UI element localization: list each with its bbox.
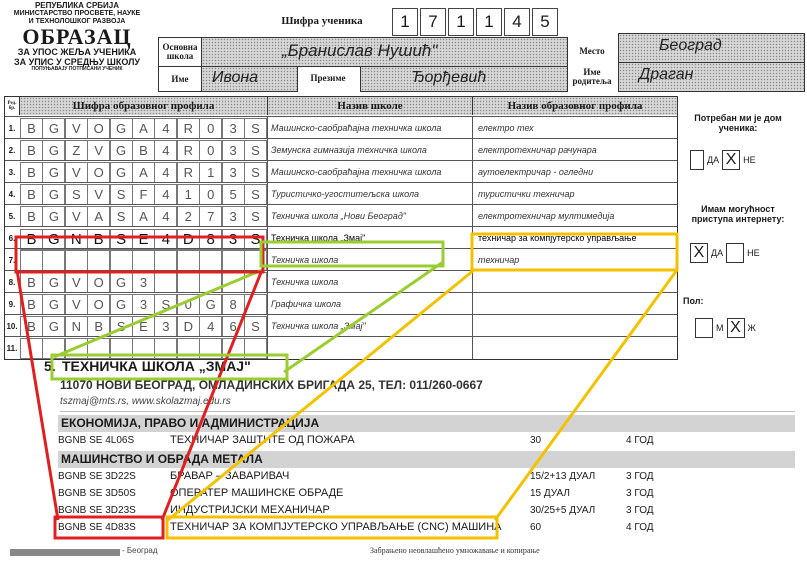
- green-highlight-school-name: [52, 355, 287, 379]
- code-cell[interactable]: 3: [222, 140, 245, 161]
- code-cell[interactable]: V: [87, 140, 110, 161]
- row-number: 2.: [8, 145, 16, 155]
- code-cell[interactable]: G: [110, 118, 133, 139]
- code-cell[interactable]: S: [110, 206, 133, 227]
- code-cell[interactable]: Z: [65, 140, 88, 161]
- code-cell[interactable]: S: [244, 118, 267, 139]
- yellow-connector-right: [495, 270, 677, 520]
- student-code-digit: 1: [392, 8, 418, 36]
- code-cell[interactable]: B: [20, 206, 43, 227]
- code-cell[interactable]: R: [177, 140, 200, 161]
- student-code-label: Шифра ученика: [281, 14, 363, 27]
- student-code-digit: 1: [448, 8, 474, 36]
- code-cell[interactable]: O: [87, 272, 110, 293]
- code-cell[interactable]: G: [42, 184, 65, 205]
- program-duration: 3 ГОД: [626, 488, 654, 499]
- code-cell[interactable]: S: [110, 229, 133, 250]
- program-duration: 4 ГОД: [626, 435, 654, 446]
- school-name-cell[interactable]: Графичка школа: [267, 293, 471, 315]
- col-code-header: Шифра образовног профила: [19, 97, 267, 115]
- dorm-yes-label: ДА: [707, 155, 720, 165]
- yellow-highlight-program-name: [167, 517, 497, 538]
- code-cell[interactable]: S: [244, 229, 267, 250]
- program-code: BGNB SE 3D50S: [58, 488, 136, 499]
- code-cell[interactable]: S: [244, 184, 267, 205]
- code-cell[interactable]: G: [110, 140, 133, 161]
- code-cell[interactable]: 4: [154, 184, 177, 205]
- code-cell[interactable]: B: [20, 272, 43, 293]
- primary-school-value: „Бранислав Нушић": [282, 41, 438, 60]
- dorm-no-checkbox[interactable]: X: [722, 150, 740, 170]
- code-cell[interactable]: G: [42, 162, 65, 183]
- school-name-cell[interactable]: Земунска гимназија техничка школа: [267, 139, 471, 161]
- school-name-cell[interactable]: Техничка школа „Змај": [267, 227, 471, 249]
- footer-left-text: - Београд: [122, 546, 158, 555]
- red-highlight-program-code: [55, 517, 163, 538]
- profile-name-cell[interactable]: електротехничар рачунара: [472, 139, 676, 161]
- parent-name-label: Име родитеља: [572, 67, 612, 86]
- surname-value: Ђорђевић: [411, 69, 487, 86]
- code-cell[interactable]: S: [244, 316, 267, 337]
- program-duration: 3 ГОД: [626, 505, 654, 516]
- code-cell[interactable]: 3: [154, 316, 177, 337]
- internet-yes-checkbox[interactable]: X: [690, 243, 708, 263]
- parent-name-value: Драган: [639, 66, 694, 83]
- code-cell[interactable]: S: [65, 184, 88, 205]
- student-code-digit: 5: [532, 8, 558, 36]
- student-code-digit: 1: [476, 8, 502, 36]
- school-name-cell[interactable]: Машинско-саобраћајна техничка школа: [267, 161, 471, 183]
- republic-label: РЕПУБЛИКА СРБИЈА: [34, 1, 120, 10]
- row-number: 9.: [8, 299, 16, 309]
- code-cell[interactable]: 1: [199, 162, 222, 183]
- program-count: 15 ДУАЛ: [530, 488, 570, 499]
- code-cell[interactable]: B: [20, 294, 43, 315]
- code-cell[interactable]: F: [132, 184, 155, 205]
- code-cell[interactable]: B: [87, 229, 110, 250]
- surname-label: Презиме: [310, 72, 346, 83]
- code-cell[interactable]: 4: [154, 140, 177, 161]
- code-cell[interactable]: E: [132, 316, 155, 337]
- code-cell[interactable]: V: [65, 162, 88, 183]
- program-name: ОПЕРАТЕР МАШИНСКЕ ОБРАДЕ: [170, 487, 344, 499]
- program-count: 30: [530, 435, 542, 446]
- code-cell[interactable]: 4: [154, 162, 177, 183]
- code-cell[interactable]: S: [110, 184, 133, 205]
- code-cell[interactable]: E: [132, 229, 155, 250]
- code-cell[interactable]: 1: [177, 184, 200, 205]
- code-cell[interactable]: V: [65, 272, 88, 293]
- code-cell[interactable]: A: [132, 206, 155, 227]
- col-profile-header: Назив образовног профила: [472, 97, 677, 115]
- form-title: ОБРАЗАЦ: [22, 24, 132, 50]
- code-cell[interactable]: S: [244, 206, 267, 227]
- school-address: 11070 НОВИ БЕОГРАД, ОМЛАДИНСКИХ БРИГАДА 25, ТЕЛ: 011/260-0667: [60, 378, 483, 392]
- category-header: ЕКОНОМИЈА, ПРАВО И АДМИНИСТРАЦИЈА: [58, 415, 795, 432]
- school-name-cell[interactable]: Техничка школа: [267, 249, 471, 271]
- row-number: 4.: [8, 189, 16, 199]
- school-name-cell[interactable]: Техничка школа: [267, 271, 471, 293]
- gender-question: Пол:: [683, 296, 704, 306]
- code-cell[interactable]: G: [42, 140, 65, 161]
- place-label: Место: [579, 45, 605, 56]
- code-cell[interactable]: 3: [222, 229, 245, 250]
- code-cell[interactable]: A: [87, 206, 110, 227]
- code-cell[interactable]: O: [87, 294, 110, 315]
- copyright-note: Забрањено неовлашћено умножавање и копирање: [370, 546, 540, 555]
- code-cell[interactable]: 3: [222, 206, 245, 227]
- fill-note: ПОПУЊАВАЈУ ПОТПИСАНИ УЧЕНИК: [31, 66, 123, 73]
- col-school-header: Назив школе: [267, 97, 472, 115]
- code-cell[interactable]: S: [244, 140, 267, 161]
- code-cell[interactable]: G: [110, 162, 133, 183]
- program-name: БРАВАР – ЗАВАРИВАЧ: [170, 470, 290, 482]
- code-cell[interactable]: G: [42, 316, 65, 337]
- row-number: 5.: [8, 211, 16, 221]
- school-name-cell[interactable]: Туристичко-угоститељска школа: [267, 183, 471, 205]
- row-number: 3.: [8, 167, 16, 177]
- profile-name-cell[interactable]: техничар за компјутерско управљање: [472, 227, 676, 249]
- profile-name-cell[interactable]: аутоелектричар - огледни: [472, 161, 676, 183]
- row-number: 7.: [8, 255, 16, 265]
- code-cell[interactable]: 4: [154, 118, 177, 139]
- program-code: BGNB SE 3D22S: [58, 471, 136, 482]
- program-count: 60: [530, 522, 542, 533]
- code-cell[interactable]: 3: [132, 294, 155, 315]
- code-cell[interactable]: 6: [222, 316, 245, 337]
- code-cell[interactable]: S: [154, 294, 177, 315]
- code-cell[interactable]: G: [42, 206, 65, 227]
- school-number: 5.: [44, 358, 56, 374]
- code-cell[interactable]: A: [132, 162, 155, 183]
- program-duration: 4 ГОД: [626, 522, 654, 533]
- program-code: BGNB SE 4L06S: [58, 435, 135, 446]
- school-web[interactable]: tszmaj@mts.rs, www.skolazmaj.edu.rs: [60, 396, 231, 407]
- code-cell[interactable]: R: [177, 162, 200, 183]
- code-cell[interactable]: R: [177, 118, 200, 139]
- dorm-no-label: НЕ: [743, 155, 756, 165]
- program-name: ТЕХНИЧАР ЗА КОМПЈУТЕРСКО УПРАВЉАЊЕ (CNC) МАШИНА: [170, 521, 502, 533]
- profile-name-cell[interactable]: техничар: [472, 249, 676, 271]
- student-code-digit: 4: [504, 8, 530, 36]
- program-count: 15/2+13 ДУАЛ: [530, 471, 596, 482]
- student-code-digit: 7: [420, 8, 446, 36]
- row-number: 11.: [6, 343, 18, 353]
- profile-name-cell[interactable]: туристички техничар: [472, 183, 676, 205]
- primary-school-label: Основна школа: [158, 37, 202, 67]
- form-subtitle-2: ЗА УПИС У СРЕДЊУ ШКОЛУ: [13, 56, 141, 67]
- code-cell[interactable]: 7: [199, 206, 222, 227]
- internet-no-label: НЕ: [747, 248, 760, 258]
- red-connector-left: [17, 270, 58, 520]
- code-cell[interactable]: B: [20, 184, 43, 205]
- green-connector-left: [54, 270, 262, 357]
- code-cell[interactable]: B: [20, 162, 43, 183]
- yellow-connector-left: [168, 270, 474, 520]
- code-cell[interactable]: D: [177, 316, 200, 337]
- code-cell[interactable]: G: [110, 272, 133, 293]
- code-cell[interactable]: 4: [199, 316, 222, 337]
- red-highlight-code: [16, 237, 263, 272]
- code-cell[interactable]: D: [177, 229, 200, 250]
- school-name-cell[interactable]: Машинско-саобраћајна техничка школа: [267, 117, 471, 139]
- name-value: Ивона: [212, 69, 259, 86]
- code-cell[interactable]: B: [20, 229, 43, 250]
- code-cell[interactable]: 2: [177, 206, 200, 227]
- code-cell[interactable]: 3: [222, 162, 245, 183]
- code-cell[interactable]: B: [20, 316, 43, 337]
- code-cell[interactable]: 3: [132, 272, 155, 293]
- code-cell[interactable]: O: [87, 118, 110, 139]
- internet-yes-label: ДА: [711, 248, 724, 258]
- row-number: 8.: [8, 277, 16, 287]
- school-name-cell[interactable]: Техничка школа „Нови Београд": [267, 205, 471, 227]
- code-cell[interactable]: B: [20, 118, 43, 139]
- code-cell[interactable]: V: [65, 118, 88, 139]
- ministry-line1: МИНИСТАРСТВО ПРОСВЕТЕ, НАУКЕ: [13, 10, 141, 18]
- ministry-line2: И ТЕХНОЛОШКОГ РАЗВОЈА: [28, 17, 126, 25]
- place-value: Београд: [659, 37, 722, 54]
- dorm-question: Потребан ми је дом ученика:: [694, 113, 782, 133]
- code-cell[interactable]: B: [132, 140, 155, 161]
- program-count: 30/25+5 ДУАЛ: [530, 505, 596, 516]
- code-cell[interactable]: N: [65, 316, 88, 337]
- program-name: ИНДУСТРИЈСКИ МЕХАНИЧАР: [170, 504, 330, 516]
- code-cell[interactable]: G: [110, 294, 133, 315]
- school-name-cell[interactable]: Техничка школа „Змај": [267, 315, 471, 337]
- code-cell[interactable]: 3: [222, 118, 245, 139]
- col-num-header: Ред. бр.: [7, 101, 17, 111]
- code-cell[interactable]: A: [132, 118, 155, 139]
- code-cell[interactable]: G: [42, 294, 65, 315]
- code-cell[interactable]: V: [87, 184, 110, 205]
- code-cell[interactable]: B: [87, 316, 110, 337]
- code-cell[interactable]: G: [42, 118, 65, 139]
- code-cell[interactable]: O: [87, 162, 110, 183]
- code-cell[interactable]: 4: [154, 229, 177, 250]
- yellow-highlight-profile: [472, 234, 677, 270]
- code-cell[interactable]: V: [65, 294, 88, 315]
- gender-m-label: М: [716, 323, 724, 333]
- green-highlight-school: [261, 242, 443, 266]
- program-duration: 3 ГОД: [626, 471, 654, 482]
- profile-name-cell[interactable]: електро тех: [472, 117, 676, 139]
- code-cell[interactable]: G: [199, 294, 222, 315]
- category-header: МАШИНСТВО И ОБРАДА МЕТАЛА: [58, 451, 795, 468]
- name-label: Име: [158, 66, 202, 92]
- profile-name-cell[interactable]: електротехничар мултимедија: [472, 205, 676, 227]
- green-connector-right: [284, 262, 443, 372]
- code-cell[interactable]: 8: [199, 229, 222, 250]
- row-number: 10.: [6, 321, 18, 331]
- gender-f-label: Ж: [747, 323, 756, 333]
- code-cell[interactable]: V: [65, 206, 88, 227]
- row-number: 1.: [8, 123, 16, 133]
- code-cell[interactable]: 8: [222, 294, 245, 315]
- code-cell[interactable]: B: [20, 140, 43, 161]
- form-subtitle-1: ЗА УПОС ЖЕЉА УЧЕНИКА: [17, 47, 137, 58]
- code-cell[interactable]: N: [65, 229, 88, 250]
- code-cell[interactable]: 0: [177, 294, 200, 315]
- code-cell[interactable]: S: [244, 162, 267, 183]
- internet-question: Имам могућност приступа интернету:: [691, 204, 785, 224]
- code-cell[interactable]: G: [42, 272, 65, 293]
- program-name: ТЕХНИЧАР ЗАШТИТЕ ОД ПОЖАРА: [170, 434, 355, 446]
- code-cell[interactable]: 0: [199, 118, 222, 139]
- code-cell[interactable]: 5: [222, 184, 245, 205]
- program-code: BGNB SE 3D23S: [58, 505, 136, 516]
- code-cell[interactable]: 0: [199, 140, 222, 161]
- row-number: 6.: [8, 233, 16, 243]
- code-cell[interactable]: G: [42, 229, 65, 250]
- code-cell[interactable]: S: [110, 316, 133, 337]
- gender-f-checkbox[interactable]: X: [727, 318, 745, 338]
- program-code: BGNB SE 4D83S: [58, 522, 136, 533]
- code-cell[interactable]: 0: [199, 184, 222, 205]
- code-cell[interactable]: 4: [154, 206, 177, 227]
- school-name: ТЕХНИЧКА ШКОЛА „ЗМАЈ": [62, 358, 251, 374]
